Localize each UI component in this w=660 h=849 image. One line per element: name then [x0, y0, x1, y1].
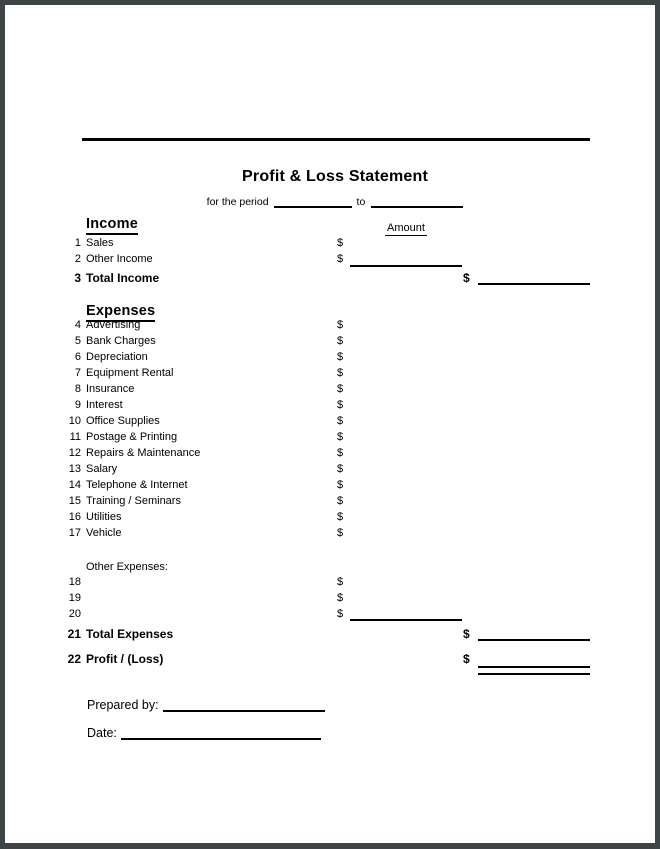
line-label: Office Supplies: [86, 415, 160, 427]
dollar-sign: $: [463, 627, 470, 641]
line-number: 13: [68, 463, 81, 475]
dollar-sign: $: [337, 463, 344, 475]
line-label: Equipment Rental: [86, 367, 174, 379]
dollar-sign: $: [337, 335, 344, 347]
income-section-heading: Income: [86, 216, 138, 235]
expense-row-equipment-rental: [5, 365, 655, 381]
expenses-subtotal-line: [350, 619, 462, 621]
prepared-by-fill-in-line: [163, 695, 325, 712]
line-number: 20: [68, 608, 81, 620]
line-number: 7: [74, 367, 81, 379]
expense-row-training-seminars: [5, 493, 655, 509]
dollar-sign: $: [337, 351, 344, 363]
line-number: 3: [74, 271, 81, 285]
line-label: Postage & Printing: [86, 431, 178, 443]
line-number: 8: [74, 383, 81, 395]
expenses-section-heading: Expenses: [86, 303, 155, 322]
line-label: Utilities: [86, 511, 122, 523]
period-end-fill-in-line: [371, 193, 463, 208]
expense-row-bank-charges: [5, 333, 655, 349]
amount-column-header-text: Amount: [387, 222, 425, 234]
dollar-sign: $: [337, 415, 344, 427]
line-label: Repairs & Maintenance: [86, 447, 201, 459]
dollar-sign: $: [463, 652, 470, 666]
dollar-sign: $: [337, 527, 344, 539]
expense-row-advertising: [5, 317, 655, 333]
line-label: Salary: [86, 463, 118, 475]
date-fill-in-line: [121, 723, 321, 740]
line-number: 4: [74, 319, 81, 331]
expense-row-salary: [5, 461, 655, 477]
line-label: Profit / (Loss): [86, 652, 164, 666]
line-label: Total Income: [86, 271, 160, 285]
other-expenses-label: Other Expenses:: [86, 561, 168, 573]
expense-row-utilities: [5, 509, 655, 525]
total-expenses-line: [478, 639, 590, 641]
line-label: Interest: [86, 399, 123, 411]
prepared-by-label: Prepared by:: [87, 698, 159, 712]
line-label: Total Expenses: [86, 627, 174, 641]
dollar-sign: $: [337, 608, 344, 620]
dollar-sign: $: [337, 319, 344, 331]
line-label: Advertising: [86, 319, 141, 331]
expense-row-interest: [5, 397, 655, 413]
line-number: 10: [68, 415, 81, 427]
other-expense-rows: [5, 574, 655, 622]
dollar-sign: $: [337, 592, 344, 604]
other-expense-row-19: [5, 590, 655, 606]
dollar-sign: $: [337, 431, 344, 443]
line-number: 16: [68, 511, 81, 523]
other-expense-row-20: [5, 606, 655, 622]
line-label: Telephone & Internet: [86, 479, 188, 491]
line-number: 2: [74, 253, 81, 265]
line-number: 9: [74, 399, 81, 411]
line-label: Depreciation: [86, 351, 148, 363]
expense-row-office-supplies: [5, 413, 655, 429]
expense-row-insurance: [5, 381, 655, 397]
dollar-sign: $: [337, 383, 344, 395]
line-number: 21: [67, 627, 81, 641]
dollar-sign: $: [337, 447, 344, 459]
income-subtotal-line: [350, 265, 462, 267]
dollar-sign: $: [337, 495, 344, 507]
prepared-by-row: [87, 695, 325, 712]
date-row: [87, 723, 321, 740]
line-label: Other Income: [86, 253, 153, 265]
expense-row-telephone-internet: [5, 477, 655, 493]
profit-loss-row: [5, 651, 655, 667]
profit-loss-double-underline: [478, 666, 590, 675]
dollar-sign: $: [337, 367, 344, 379]
income-row-other-income: [5, 251, 655, 267]
dollar-sign: $: [337, 576, 344, 588]
dollar-sign: $: [337, 253, 344, 265]
line-label: Training / Seminars: [86, 495, 181, 507]
line-number: 6: [74, 351, 81, 363]
line-number: 11: [69, 431, 81, 443]
line-number: 14: [68, 479, 81, 491]
dollar-sign: $: [337, 399, 344, 411]
line-number: 12: [68, 447, 81, 459]
header-rule: [82, 138, 590, 141]
other-expense-row-18: [5, 574, 655, 590]
expense-rows: [5, 317, 655, 541]
period-start-fill-in-line: [274, 193, 352, 208]
period-line: [15, 193, 655, 208]
period-prefix-label: for the period: [206, 196, 269, 208]
date-label: Date:: [87, 726, 117, 740]
line-label: Bank Charges: [86, 335, 156, 347]
line-number: 22: [67, 652, 81, 666]
expense-row-repairs-maintenance: [5, 445, 655, 461]
expense-row-postage-printing: [5, 429, 655, 445]
line-number: 19: [68, 592, 81, 604]
dollar-sign: $: [463, 271, 470, 285]
line-label: Vehicle: [86, 527, 122, 539]
expense-row-vehicle: [5, 525, 655, 541]
document-page: [5, 5, 655, 843]
income-rows: [5, 235, 655, 286]
dollar-sign: $: [337, 511, 344, 523]
document-title: Profit & Loss Statement: [242, 168, 428, 185]
dollar-sign: $: [337, 479, 344, 491]
line-label: Insurance: [86, 383, 135, 395]
line-number: 1: [74, 237, 81, 249]
total-income-line: [478, 283, 590, 285]
other-expenses-label-row: [5, 559, 655, 575]
amount-column-header: [350, 222, 462, 234]
line-number: 18: [68, 576, 81, 588]
line-number: 15: [68, 495, 81, 507]
period-connector-label: to: [356, 196, 366, 208]
line-number: 5: [74, 335, 81, 347]
line-number: 17: [68, 527, 81, 539]
expense-row-depreciation: [5, 349, 655, 365]
income-row-sales: [5, 235, 655, 251]
line-label: Sales: [86, 237, 114, 249]
dollar-sign: $: [337, 237, 344, 249]
